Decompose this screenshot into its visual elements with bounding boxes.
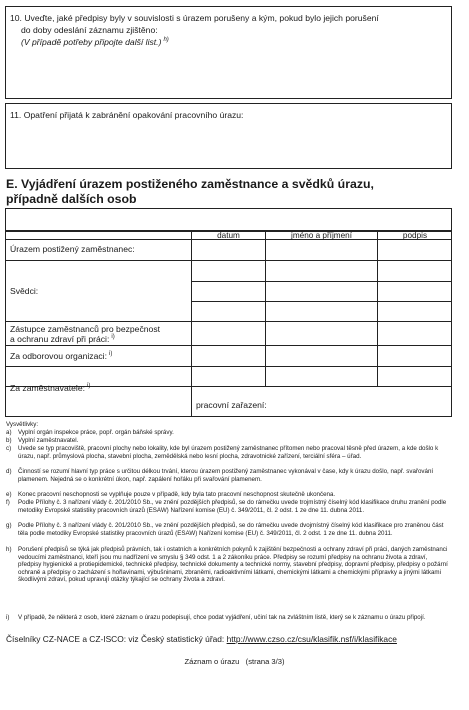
note-e-text: Konec pracovní neschopnosti se vyplňuje pouze v případě, kdy byla tato pracovní neschopnost skutečně ukončena. — [18, 491, 336, 498]
note-f-key: f) — [6, 499, 10, 506]
note-h-text: Porušení předpisů se týká jak předpisů právních, tak i ostatních a konkrétních pokynů k zajištění bezpečnosti a ochrany zdraví při práci, daných zaměstnanci vedoucími zaměstnanci, kteří jsou mu nadřízení ve smyslu § 349 odst. 1 a 2 zákoníku práce. Předpisy se rozumí předpisy na ochranu života a zdraví, předpisy hygienické a protiepidemické, technické předpisy, technické dokumenty a technické normy, stavební předpisy, dopravní předpisy, předpisy o požární ochraně a předpisy o zacházení s hořlavinami, výbušninami, zbraněmi, radioaktivními látkami, chemickými látkami a chemickými přípravky a jinými látkami škodlivými zdraví, pokud upravují otázky týkající se ochrany života a zdraví. — [18, 546, 448, 584]
note-a — [6, 429, 452, 437]
label-union-sup: i) — [108, 351, 113, 358]
row-line-rep — [5, 345, 452, 346]
note-c-text: Uvede se typ pracoviště, pracovní plochy nebo lokality, kde byl úrazem postižený zaměstnanec přítomen nebo pracoval těsně před úrazem, a kde došlo k úrazu, např. průmyslová plocha, stavební plocha, zemědělská nebo lesní plocha, zdravotnické zařízení, terciální sféra – úřad. — [18, 445, 439, 460]
note-a-text: Vyplní orgán inspekce práce, popř. orgán báňské správy. — [18, 429, 174, 436]
note-i-key: i) — [6, 614, 10, 621]
row-line-injured — [5, 260, 452, 261]
header-datum: datum — [217, 231, 240, 240]
col-divider-employer — [191, 386, 192, 417]
header-jmeno: jméno a příjmení — [291, 231, 352, 240]
q10-line2: do doby odeslání záznamu zjištěno: — [21, 25, 158, 35]
label-union — [10, 351, 112, 361]
note-i — [6, 614, 452, 622]
codes-prefix: Číselníky CZ-NACE a CZ-ISCO: viz Český statistický úřad: — [6, 634, 227, 644]
page-number: Záznam o úrazu (strana 3/3) — [184, 657, 285, 666]
q11-label: 11. Opatření přijatá k zabránění opakování pracovního úrazu: — [10, 110, 244, 120]
q10-note: (V případě potřeby připojte další list.) — [21, 37, 162, 47]
codes-link[interactable]: http://www.czso.cz/csu/klasifik.nsf/i/klasifikace — [226, 634, 397, 644]
note-c-key: c) — [6, 445, 12, 452]
note-e-key: e) — [6, 491, 12, 498]
note-f-text: Podle Přílohy č. 3 nařízení vlády č. 201/2010 Sb., ve znění pozdějších předpisů, se do rámečku uvede trojmístný číselný kód klasifikace druhu zranění podle metodiky Evropské statistiky pracovních úrazů (ESAW) Nařízení komise (EU) č. 349/2011, čl. 2 odst. 1 ze dne 11. dubna 2011. — [18, 499, 447, 514]
note-d-key: d) — [6, 468, 12, 475]
label-union-text: Za odborovou organizaci: — [10, 351, 107, 361]
section-e-line2: případně dalších osob — [6, 192, 137, 206]
note-h — [6, 546, 452, 584]
label-employer-sup: i) — [87, 383, 91, 390]
note-d — [6, 468, 452, 483]
note-a-key: a) — [6, 429, 12, 436]
section-e-line1: E. Vyjádření úrazem postiženého zaměstnance a svědků úrazu, — [6, 177, 374, 191]
note-b-text: Vyplní zaměstnavatel. — [18, 437, 79, 444]
label-position: pracovní zařazení: — [196, 400, 267, 410]
label-employer-text: Za zaměstnavatele: — [10, 383, 85, 393]
row-line-union — [5, 366, 452, 367]
note-b-key: b) — [6, 437, 12, 444]
note-e — [6, 491, 452, 499]
row-line-witnesses — [5, 321, 452, 322]
note-b — [6, 437, 452, 445]
q10-line3 — [21, 37, 169, 47]
col-divider-2 — [265, 231, 266, 386]
note-g-text: Podle Přílohy č. 3 nařízení vlády č. 201/2010 Sb., ve znění pozdějších předpisů, se do rámečku uvede dvojmístný číselný kód klasifikace pro zraněnou část těla podle metodiky Evropské statistiky pracovních úrazů (ESAW) Nařízení komise (EU) č. 349/2011, čl. 2 odst. 1 ze dne 11. dubna 2011. — [18, 522, 444, 537]
label-injured: Úrazem postižený zaměstnanec: — [10, 244, 135, 254]
row-line-witness-b — [191, 301, 452, 302]
col-divider-3 — [377, 231, 378, 386]
note-g-key: g) — [6, 522, 12, 529]
notes-heading: Vysvětlivky: — [6, 421, 39, 428]
q10-line1: 10. Uveďte, jaké předpisy byly v souvislosti s úrazem porušeny a kým, pokud bylo jejich porušení — [10, 13, 379, 23]
statement-box[interactable] — [5, 208, 452, 231]
row-line-witness-a — [191, 281, 452, 282]
note-f — [6, 499, 452, 514]
note-i-text: V případě, že některá z osob, které záznam o úrazu podepisují, chce podat vyjádření, učiní tak na zvláštním listě, který se k záznamu o úrazu připojí. — [18, 614, 426, 621]
q10-sup: h) — [163, 37, 169, 44]
codes-reference — [6, 634, 397, 644]
label-rep-line1: Zástupce zaměstnanců pro bezpečnost — [10, 324, 161, 334]
label-rep-text: a ochranu zdraví při práci: — [10, 334, 110, 344]
note-h-key: h) — [6, 546, 12, 553]
note-c — [6, 445, 452, 460]
label-rep-sup: i) — [111, 334, 115, 341]
label-employer — [10, 383, 90, 393]
col-divider-1 — [191, 231, 192, 386]
label-rep-line2 — [10, 334, 115, 344]
label-witnesses: Svědci: — [10, 286, 39, 296]
header-podpis: podpis — [402, 231, 428, 240]
note-g — [6, 522, 452, 537]
note-d-text: Činností se rozumí hlavní typ práce s určitou délkou trvání, kterou úrazem postižený zaměstnanec vykonával v čase, kdy k úrazu došlo, např. svařování plamenem. Nejedná se o konkrétní úkon, např. zapálení hořáku při svařování plamenem. — [18, 468, 434, 483]
